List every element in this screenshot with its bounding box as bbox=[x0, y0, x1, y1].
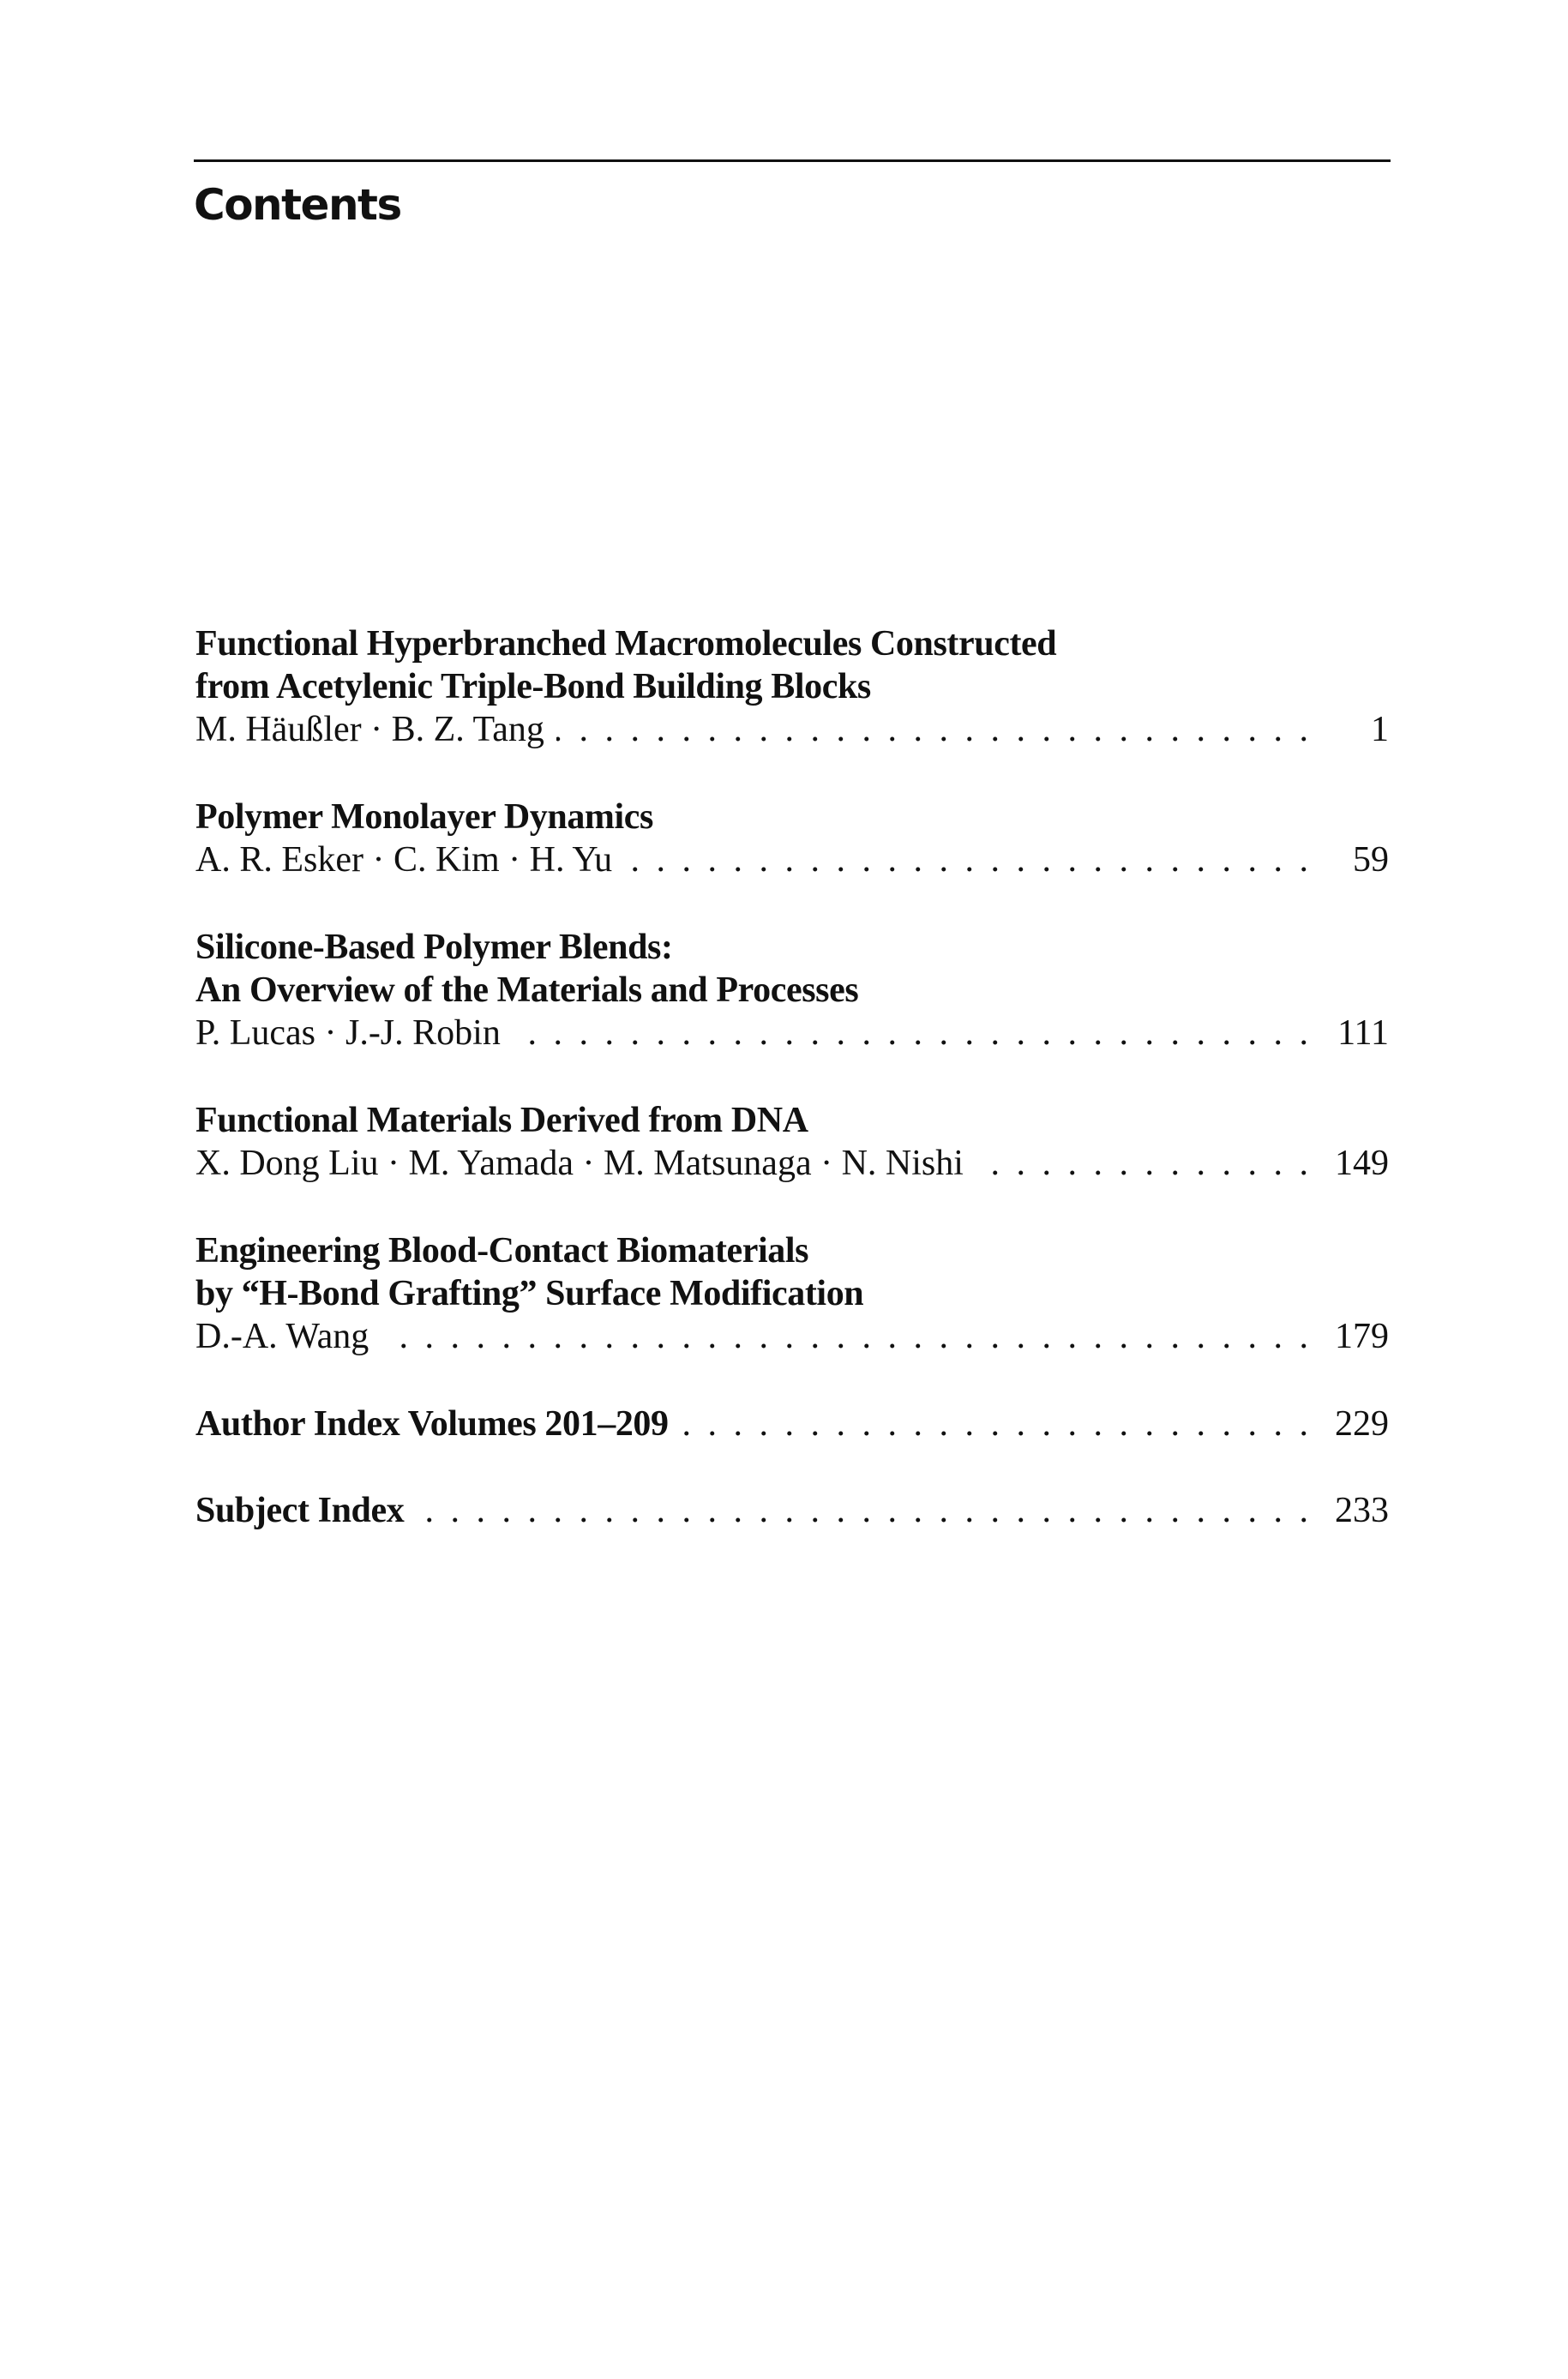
toc-entry[interactable] bbox=[195, 1099, 1389, 1185]
toc-entry[interactable] bbox=[195, 796, 1389, 881]
entry-author-line bbox=[195, 708, 1389, 751]
page-title: Contents bbox=[194, 180, 401, 230]
entry-author-line bbox=[195, 1012, 1389, 1054]
index-page-number: 233 bbox=[1335, 1491, 1389, 1530]
index-line bbox=[195, 1403, 1389, 1445]
toc-entry[interactable] bbox=[195, 622, 1389, 751]
entry-author-line bbox=[195, 1315, 1389, 1358]
dot-leader bbox=[681, 1403, 1308, 1445]
entry-authors: M. Häußler · B. Z. Tang bbox=[195, 710, 544, 749]
index-label: Author Index Volumes 201–209 bbox=[195, 1404, 669, 1444]
toc-entry[interactable] bbox=[195, 926, 1389, 1054]
entry-page-number: 111 bbox=[1337, 1013, 1389, 1053]
entry-page-number: 179 bbox=[1335, 1317, 1389, 1356]
entry-title-line: from Acetylenic Triple-Bond Building Blocks bbox=[195, 667, 871, 706]
dot-leader bbox=[513, 1012, 1308, 1054]
entry-authors: A. R. Esker · C. Kim · H. Yu bbox=[195, 840, 613, 880]
top-rule bbox=[194, 159, 1391, 162]
index-entry-author[interactable] bbox=[195, 1403, 1389, 1445]
entry-title-line: Engineering Blood-Contact Biomaterials bbox=[195, 1231, 809, 1271]
toc-entry[interactable] bbox=[195, 1229, 1389, 1358]
entry-title-line: Functional Hyperbranched Macromolecules Constructed bbox=[195, 624, 1057, 664]
dot-leader bbox=[976, 1142, 1308, 1185]
entry-authors: P. Lucas · J.-J. Robin bbox=[195, 1013, 501, 1053]
entry-title-line: by “H-Bond Grafting” Surface Modification bbox=[195, 1274, 864, 1313]
index-label: Subject Index bbox=[195, 1491, 405, 1530]
dot-leader bbox=[381, 1315, 1308, 1358]
entry-title-line: Polymer Monolayer Dynamics bbox=[195, 797, 653, 837]
entry-page-number: 149 bbox=[1335, 1144, 1389, 1183]
dot-leader bbox=[416, 1489, 1308, 1532]
entry-page-number: 1 bbox=[1371, 710, 1389, 749]
entry-page-number: 59 bbox=[1353, 840, 1389, 880]
index-line bbox=[195, 1489, 1389, 1532]
entry-author-line bbox=[195, 838, 1389, 881]
entry-authors: X. Dong Liu · M. Yamada · M. Matsunaga · N. Nishi bbox=[195, 1144, 964, 1183]
dot-leader bbox=[556, 708, 1308, 751]
entry-title-line: Silicone-Based Polymer Blends: bbox=[195, 928, 673, 967]
entry-author-line bbox=[195, 1142, 1389, 1185]
entry-title-line: Functional Materials Derived from DNA bbox=[195, 1101, 808, 1140]
dot-leader bbox=[624, 838, 1308, 881]
index-page-number: 229 bbox=[1335, 1404, 1389, 1444]
table-of-contents bbox=[195, 622, 1389, 1532]
index-entry-subject[interactable] bbox=[195, 1489, 1389, 1532]
entry-authors: D.-A. Wang bbox=[195, 1317, 369, 1356]
entry-title-line: An Overview of the Materials and Processes bbox=[195, 970, 859, 1010]
